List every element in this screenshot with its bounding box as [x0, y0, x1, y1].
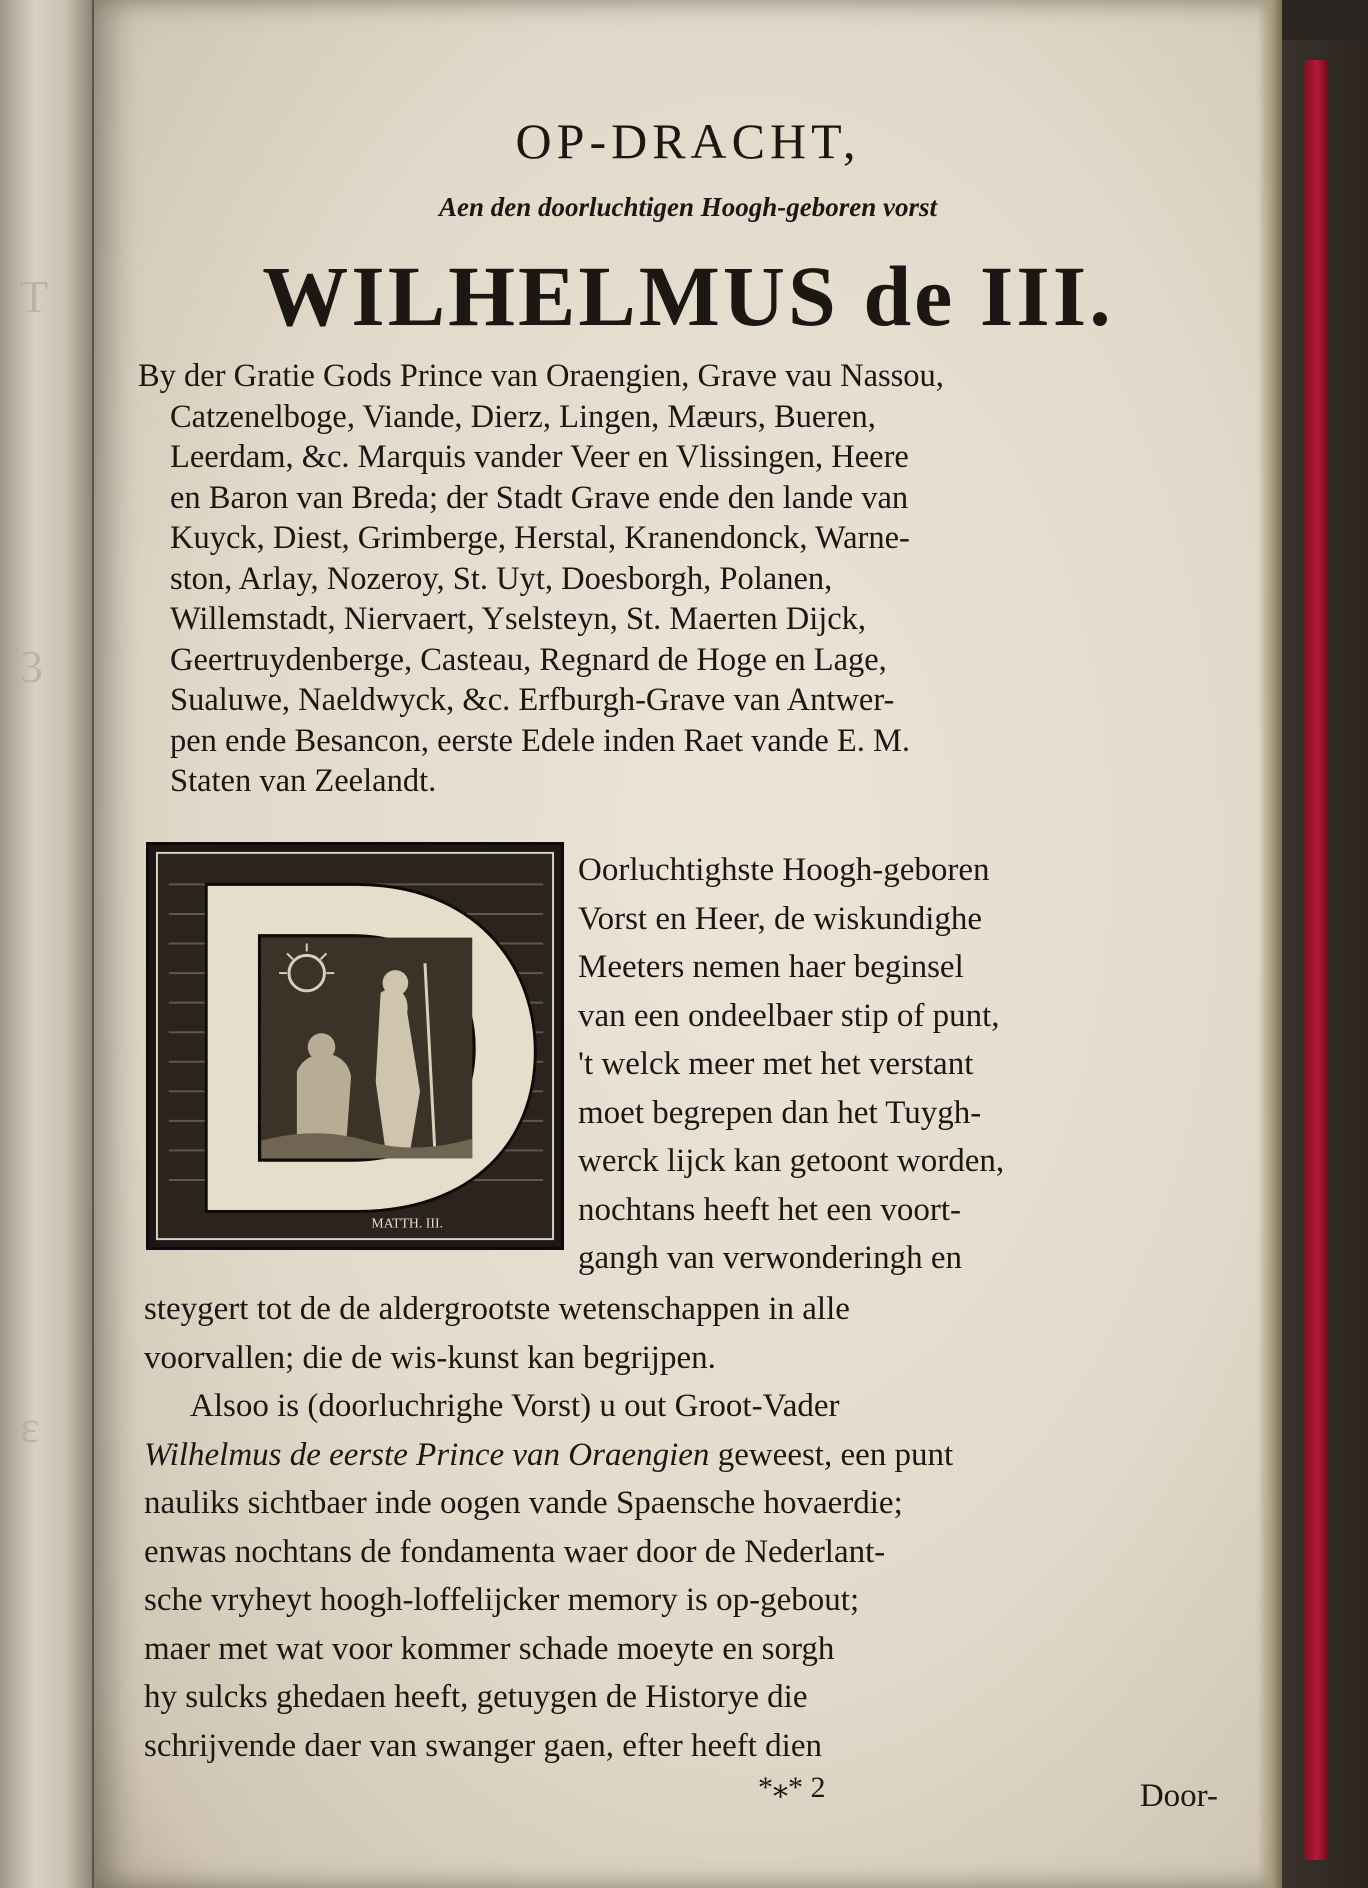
text-run: geweest, een punt: [709, 1436, 954, 1473]
text-line: gangh van verwonderingh en: [578, 1240, 962, 1276]
text-line: 't welck meer met het verstant: [578, 1046, 974, 1082]
text-line: sche vryheyt hoogh-loffelijcker memory is op-gebout;: [144, 1582, 860, 1618]
body-paragraph: [144, 1285, 1254, 1770]
show-through-mark: ε: [20, 1401, 40, 1452]
text-line: enwas nochtans de fondamenta waer door de Nederlant-: [144, 1533, 886, 1570]
text-line: Vorst en Heer, de wiskundighe: [578, 900, 983, 937]
text-line: werck lijck kan getoont worden,: [578, 1143, 1005, 1179]
title-line: By der Gratie Gods Prince van Oraengien, Grave vau Nassou,: [138, 358, 944, 394]
dedicatee-name: WILHELMUS de III.: [262, 248, 1114, 344]
title-line: Geertruydenberge, Casteau, Regnard de Hoge en Lage,: [170, 641, 887, 678]
show-through-mark: T: [20, 271, 49, 322]
title-line: Catzenelboge, Viande, Dierz, Lingen, Mæurs, Bueren,: [170, 398, 876, 435]
italic-name: Wilhelmus de eerste Prince van Oraengien: [144, 1436, 710, 1473]
text-line: Oorluchtighste Hoogh-geboren: [578, 852, 990, 888]
dedication-subheading: Aen den doorluchtigen Hoogh-geboren vorst: [438, 192, 938, 222]
signature-mark: *⁎* 2: [758, 1771, 826, 1804]
text-line: hy sulcks ghedaen heeft, getuygen de Historye die: [144, 1679, 808, 1715]
book-page: [94, 0, 1282, 1888]
text-line: maer met wat voor kommer schade moeyte en sorgh: [144, 1630, 835, 1667]
text-line: moet begrepen dan het Tuygh-: [578, 1094, 982, 1131]
text-line: [144, 1431, 1254, 1480]
woodcut-illustration: [149, 845, 561, 1247]
text-line: Alsoo is (doorluchrighe Vorst) u out Groot-Vader: [190, 1388, 840, 1424]
text-line: schrijvende daer van swanger gaen, efter heeft dien: [144, 1727, 822, 1764]
text-line: van een ondeelbaer stip of punt,: [578, 997, 1000, 1034]
text-line: voorvallen; die de wis-kunst kan begrijpen.: [144, 1339, 716, 1376]
title-line: Leerdam, &c. Marquis vander Veer en Vlissingen, Heere: [170, 439, 909, 475]
opening-paragraph: [578, 846, 1268, 1283]
show-through-mark: 3: [20, 641, 43, 692]
previous-page-edge: [0, 0, 95, 1888]
book-spine-red: [1304, 60, 1328, 1860]
text-line: Meeters nemen haer beginsel: [578, 949, 964, 985]
titles-paragraph: [138, 356, 1238, 802]
initial-caption: MATTH. III.: [371, 1215, 444, 1231]
decorated-initial-d: [146, 842, 564, 1250]
title-line: Sualuwe, Naeldwyck, &c. Erfburgh-Grave van Antwer-: [170, 682, 895, 718]
text-line: nochtans heeft het een voort-: [578, 1191, 962, 1228]
title-line: ston, Arlay, Nozeroy, St. Uyt, Doesborgh, Polanen,: [170, 560, 833, 597]
title-line: Willemstadt, Niervaert, Yselsteyn, St. Maerten Dijck,: [170, 601, 867, 637]
title-line: Kuyck, Diest, Grimberge, Herstal, Kranendonck, Warne-: [170, 520, 910, 556]
title-line: pen ende Besancon, eerste Edele inden Raet vande E. M.: [170, 722, 910, 759]
catchword: Door-: [1139, 1778, 1218, 1814]
dedication-heading: OP-DRACHT,: [515, 113, 861, 169]
text-line: steygert tot de de aldergrootste wetenschappen in alle: [144, 1291, 850, 1327]
text-line: nauliks sichtbaer inde oogen vande Spaensche hovaerdie;: [144, 1485, 903, 1521]
title-line: Staten van Zeelandt.: [170, 763, 437, 799]
title-line: en Baron van Breda; der Stadt Grave ende den lande van: [170, 479, 909, 516]
